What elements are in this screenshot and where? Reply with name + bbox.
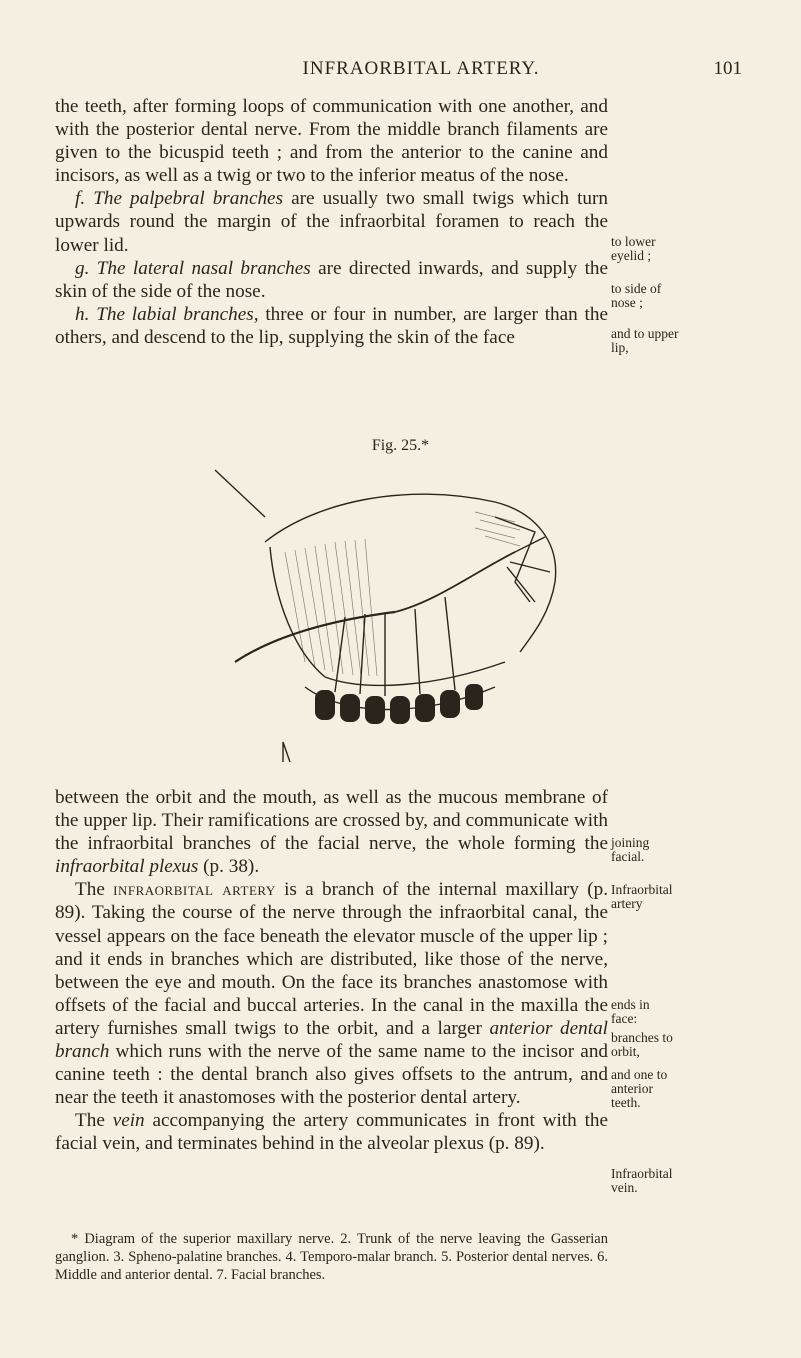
paragraph-text: The (75, 879, 105, 901)
margin-note: face: (611, 1011, 638, 1026)
tooth (315, 690, 335, 720)
figure-label: Fig. 25.* (371, 437, 430, 454)
tooth (440, 690, 460, 718)
leader-line (283, 742, 290, 762)
paragraph: the teeth, after forming loops of communication with one another, and with the posterior dental nerve. From the middle branch filaments are given to the bicuspid teeth ; and from the anterior to the canine and incisors, as well as a twig or two to the inferior meatus of the nose. (55, 96, 608, 187)
tooth (340, 694, 360, 722)
paragraph-text: between the orbit and the mouth, as well as the mucous membrane of the upper lip. Their ramifications are crossed by, and communicate with the infraorbital branches of the facial nerve, the whole forming the (55, 787, 608, 855)
page-header (100, 58, 742, 84)
margin-note: Infraorbital (611, 1166, 673, 1181)
item-letter: g. (75, 257, 90, 279)
leader-line (215, 470, 265, 517)
text-block-bottom (55, 786, 608, 1156)
hatching (285, 539, 377, 676)
paragraph-text: accompanying the artery communicates in front with the facial vein, and terminates behind in the alveolar plexus (p. 89). (55, 1110, 609, 1155)
tooth (415, 694, 435, 722)
paragraph-palpebral (55, 187, 608, 256)
tooth (465, 684, 483, 710)
margin-note: ends in (611, 997, 650, 1012)
facial-branches (505, 537, 550, 602)
running-title: INFRAORBITAL ARTERY. (302, 58, 540, 79)
paragraph-labial (55, 303, 608, 349)
margin-note: nose ; (611, 295, 643, 310)
paragraph-text: three or four in number, are larger than the others, and descend to the lip, supplying the skin of the face (55, 303, 608, 348)
paragraph-infraorbital-artery (55, 878, 608, 1109)
term-palpebral-branches: The palpebral branches (93, 188, 284, 210)
page-number: 101 (713, 58, 742, 79)
term-lateral-nasal-branches: The lateral nasal branches (96, 257, 311, 279)
term-infraorbital-plexus: infraorbital plexus (55, 856, 199, 878)
margin-note: orbit, (611, 1044, 640, 1059)
text-block-top (55, 95, 608, 349)
tooth (390, 696, 410, 724)
margin-note: anterior (611, 1081, 653, 1096)
margin-note: and to upper (611, 326, 679, 341)
footnote-text: * Diagram of the superior maxillary nerve. 2. Trunk of the nerve leaving the Gasserian ganglion. 3. Spheno-palatine branches. 4. Temporo-malar branch. 5. Posterior dental nerves. 6. Middle and anterior dental. 7. Facial branches. (55, 1231, 608, 1283)
margin-note: to lower (611, 234, 656, 249)
margin-note: branches to (611, 1030, 673, 1045)
margin-note: Infraorbital (611, 882, 673, 897)
infraorbital-nerve (395, 552, 515, 612)
nerve-diagram (175, 462, 575, 772)
margin-note: facial. (611, 849, 645, 864)
paragraph-text: are usually two small twigs which turn upwards round the margin of the infraorbital foramen to reach the lower lid. (55, 188, 608, 256)
nerve-trunk (235, 612, 395, 662)
paragraph-lateral-nasal (55, 257, 608, 303)
paragraph (55, 786, 608, 878)
paragraph-text: is a branch of the internal maxillary (p. 89). Taking the course of the nerve through the infraorbital canal, the vessel appears on the face beneath the elevator muscle of the upper lip ; and it ends in branches which are distributed, like those of the nerve, between the eye and mouth. On the face its branches anastomose with offsets of the facial and buccal arteries. In the canal in the maxilla the artery furnishes small twigs to the orbit, and a larger (55, 879, 609, 1039)
term-vein: vein (112, 1110, 145, 1132)
term-infraorbital-artery: infraorbital artery (113, 879, 276, 901)
margin-note: eyelid ; (611, 248, 652, 263)
tooth (365, 696, 385, 724)
margin-note: lip, (611, 340, 629, 355)
margin-note: teeth. (611, 1095, 641, 1110)
term-anterior-dental-branch: anterior dental branch (55, 1017, 609, 1063)
paragraph-text: are directed inwards, and supply the skin of the side of the nose. (55, 257, 609, 302)
margin-note: to side of (611, 281, 662, 296)
footnote (55, 1230, 608, 1284)
hatching (475, 512, 520, 546)
item-letter: h. (75, 303, 90, 325)
paragraph-text: The (75, 1110, 105, 1132)
paragraph-text: (p. 38). (203, 856, 260, 878)
term-labial-branches: The labial branches, (96, 303, 259, 325)
margin-note: vein. (611, 1180, 638, 1195)
margin-note: joining (611, 835, 650, 850)
margin-note: artery (611, 896, 643, 911)
margin-note: and one to (611, 1067, 668, 1082)
item-letter: f. (75, 188, 86, 210)
paragraph-vein (55, 1109, 608, 1155)
paragraph-text: which runs with the nerve of the same name to the incisor and canine teeth : the dental branch also gives offsets to the antrum, and near the teeth it anastomoses with the posterior dental artery. (55, 1041, 609, 1109)
